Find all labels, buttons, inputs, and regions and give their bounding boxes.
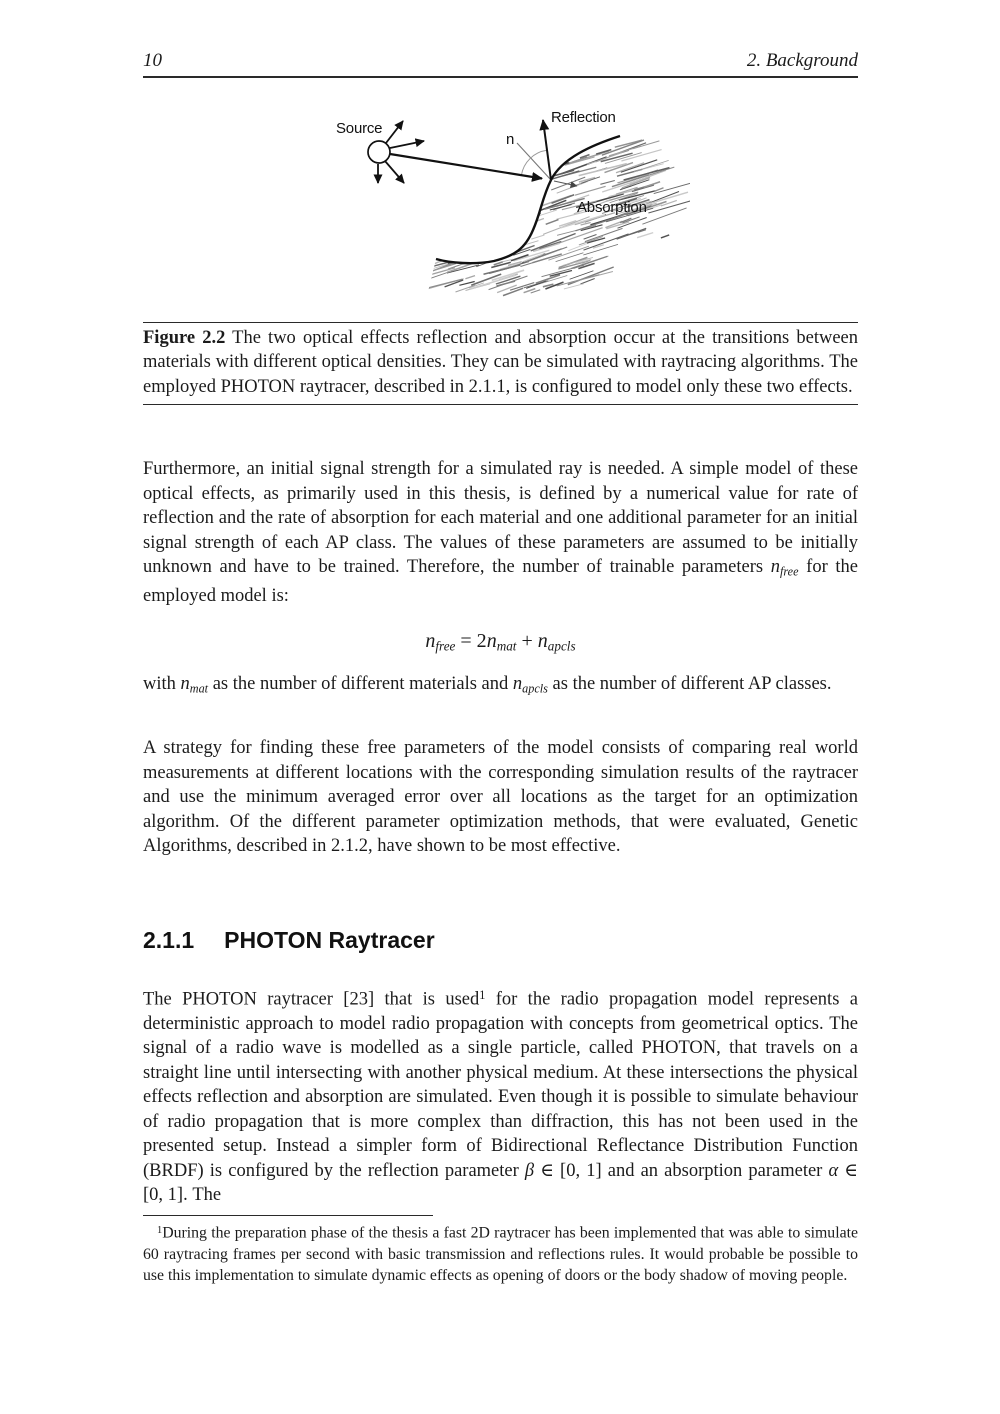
footnote-rule — [143, 1215, 433, 1216]
paragraph-photon-raytracer: The PHOTON raytracer [23] that is used$^1$ for the radio propagation model represents a deterministic approach to model radio propagation with concepts from geometrical optics. The signal of a radio wave is modelled as a single particle, called PHOTON, that travels on a straight line until intersecting with another physical medium. At these intersections the physical effects reflection and absorption are simulated. Even though it is possible to simulate behaviour of radio propagation that is more complex than diffraction, this has not been used in the presented setup. Instead a simpler form of Bidirectional Reflectance Distribution Function (BRDF) is configured by the reflection parameter β ∈ [0, 1] and an absorption parameter α ∈ [0, 1]. The — [143, 988, 859, 1206]
paragraph-strategy: A strategy for finding these free parameters of the model consists of comparing real world measurements at different locations with the corresponding simulation results of the raytracer and use the minimum averaged error over all locations as the target for an optimization algorithm. Of the different parameter optimization methods, that were evaluated, Genetic Algorithms, described in 2.1.2, have shown to be most effective. — [143, 738, 858, 856]
source-ray-down-right — [385, 161, 404, 183]
paragraph-with-nmat: with nmat as the number of different materials and napcls as the number of different AP classes. — [143, 674, 832, 696]
equation-nfree: nfree = 2nmat + napcls — [425, 630, 576, 654]
header-rule — [143, 76, 858, 78]
figure-caption-box — [143, 322, 858, 405]
source-ray-right — [390, 141, 424, 148]
paragraph-signal-strength: Furthermore, an initial signal strength for a simulated ray is needed. A simple model of these optical effects, as primarily used in this thesis, is defined by a numerical value for rate of reflection and the rate of absorption for each material and one additional parameter for an initial signal strength of each AP class. The values of these parameters are assumed to be initially unknown and have to be trained. Therefore, the number of trainable parameters nfree for the employed model is: — [143, 459, 858, 606]
main-ray — [390, 154, 542, 179]
figure-2-2-diagram — [325, 95, 690, 310]
page-number: 10 — [143, 50, 162, 71]
absorption-label: Absorption — [577, 199, 647, 216]
source-ray-up-right — [386, 121, 403, 143]
source-label: Source — [336, 120, 383, 137]
section-number: 2.1.1 — [143, 927, 195, 953]
figure-caption: Figure 2.2 The two optical effects reflection and absorption occur at the transitions between materials with different optical densities. They can be simulated with raytracing algorithms. The employed PHOTON raytracer, described in 2.1.1, is configured to model only these two effects. — [143, 328, 858, 397]
chapter-header: 2. Background — [746, 50, 858, 71]
material-hatching — [412, 135, 690, 295]
section-heading-2-1-1 — [143, 927, 858, 954]
reflection-arrow — [543, 120, 551, 180]
normal-label: n — [506, 131, 515, 148]
source-circle — [368, 141, 390, 163]
footnote-text: $^1$During the preparation phase of the thesis a fast 2D raytracer has been implemented that was able to simulate 60 raytracing frames per second with basic transmission and reflections rules. It would probable be possible to use this implementation to simulate dynamic effects as opening of doors or the body shadow of moving people. — [143, 1224, 858, 1284]
reflection-label: Reflection — [551, 109, 616, 126]
section-title: PHOTON Raytracer — [224, 927, 435, 953]
